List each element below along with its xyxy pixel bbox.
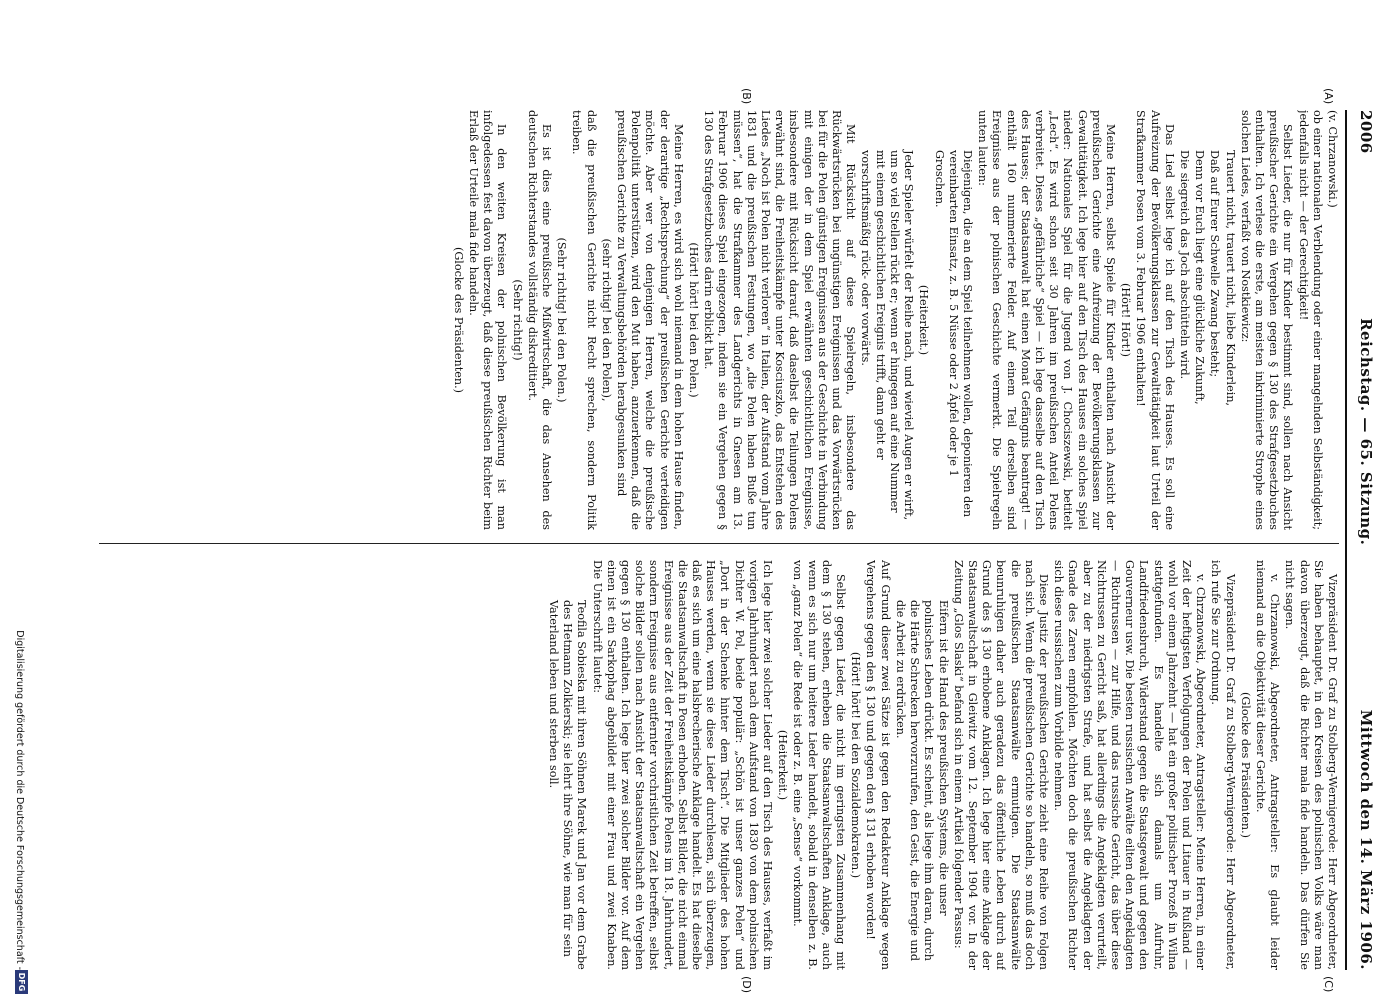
paragraph: Meine Herren, es wird sich wohl niemand in dem hohen Hause finden, der derartige „Rechtsprechung“ der preußischen Gerichte verteidigen möchte. Aber wer von denjenigen Herren, welche die preußische Polenpolitik unterstützen, wird den Mut haben, anzuerkennen, daß die preußischen Gerichte zu Verwaltungsbehörden herabgesunken sind [615, 110, 685, 530]
interjection: (Hört! Hört!) [1119, 283, 1133, 357]
interjection: (Heiterkeit.) [917, 284, 931, 356]
interjection: (Glocke des Präsidenten.) [1238, 691, 1252, 838]
paragraph: Vizepräsident Dr. Graf zu Stolberg-Wernigerode: Herr Abgeordneter, ich rufe Sie zur Ordnung. [1209, 560, 1237, 970]
paragraph: Mit Rücksicht auf diese Spielregeln, insbesondere das Rückwärtsrücken bei ungünstigen Ereignissen und das Vorwärtsrücken bei für die Polen günstigen Ereignissen aus der Geschichte in Verbindung mit einigen der in dem Spiel erwähnten geschichtlichen Ereignisse, insbesondere mit Rücksicht darauf, daß daselbst die Teilungen Polens erwähnt sind, die Freiheitskämpfe unter Kosciuszko, das Entstehen des Liedes „Noch ist Polen nicht verloren“ in Italien, der Aufstand vom Jahre 1831 und die preußischen Festungen, wo „die Polen haben Buße tun müssen“, hat die Strafkammer des Landgerichts in Gnesen am 13. Februar 1906 dieses Spiel eingezogen, indem sie ein Vergehen gegen § 130 des Strafgesetzbuches darin erblickt hat. [702, 110, 858, 530]
margin-mark-c: (C) [1322, 976, 1335, 993]
interjection: (Hört! hört! bei den Polen.) [687, 242, 701, 398]
session-title: Reichstag. — 65. Sitzung. [1357, 318, 1375, 546]
verse-line: Trauert nicht, trauert nicht, liebe Kinderlein, [1223, 150, 1237, 407]
dfg-logo: DFG [15, 970, 28, 994]
page-header [1349, 110, 1383, 970]
paragraph: Auf Grund dieser zwei Sätze ist gegen den Redakteur Anklage wegen Vergehens gegen den § 130 und gegen den § 131 erhoben worden! [864, 560, 892, 970]
paragraph: Selbst gegen Lieder, die nicht im geringsten Zusammenhang mit dem § 130 stehen, erheben die Staatsanwaltschaften Anklage, auch wenn es sich nur um heitere Lieder handelt, sobald in denselben z. B. von „ganz Polen“ die Rede ist oder z. B. eine „Sense“ vorkommt. [791, 560, 848, 970]
quoted-rule: Diejenigen, die an dem Spiel teilnehmen wollen, deponieren den vereinbarten Einsatz, z. B. 5 Nüsse oder 2 Äpfel oder je 1 Groschen. [932, 150, 974, 518]
verse-line: Daß auf Eurer Schwelle Zwang besteht; [1208, 150, 1222, 378]
interjection: (Sehr richtig!) [510, 279, 524, 361]
paragraph: (v. Chrzanowski.) [1326, 110, 1339, 208]
verse-line: Denn vor Euch liegt eine glückliche Zukunft, [1193, 150, 1207, 405]
paragraph: daß die preußischen Gerichte nicht Recht sprechen, sondern Politik treiben. [570, 110, 598, 530]
interjection: (Hört! hört! bei den Sozialdemokraten.) [849, 651, 863, 879]
digitization-credit: Digitalisierung gefördert durch die Deutsche Forschungsgemeinschaft - [14, 630, 25, 970]
interjection: (Glocke des Präsidenten.) [451, 246, 465, 393]
paragraph: Es ist dies eine preußische Mißwirtschaft, die das Ansehen des deutschen Richterstandes vollständig diskreditiert. [525, 110, 554, 530]
paragraph: Vizepräsident Dr. Graf zu Stolberg-Wernigerode: Herr Abgeordneter, Sie haben behauptet, in den Kreisen des polnischen Volks wäre man davon überzeugt, daß die Richter mala fide handeln. Das dürfen Sie nicht sagen. [1283, 560, 1339, 970]
paragraph: Ich lege hier zwei solcher Lieder auf den Tisch des Hauses, verfaßt im vorigen Jahrhundert nach dem Aufstand von 1830 von dem polnischen Dichter W. Pol, beide populär: „Schön ist unser ganzes Polen“ und „Dort in der Schenke hinter dem Tisch“. Die Mitglieder des hohen Hauses werden, wenn sie diese Lieder durchlesen, sich überzeugen, daß es sich um eine halsbrecherische Anklage handelt. Es hat dieselbe die Staatsanwaltschaft in Posen erhoben. Selbst Bilder, die nicht einmal Ereignisse aus der Zeit der Freiheitskämpfe Polens im 18. Jahrhundert, sondern Ereignisse aus entfernter vorchristlichen Zeit betreffen, selbst solche Bilder sollen nach Ansicht der Staatsanwaltschaft ein Vergehen gegen § 130 enthalten. Ich lege hier zwei solcher Bilder vor. Auf dem einen ist ein Sarkophag abgebildet mit einer Frau und zwei Knaben. Die Unterschrift lautet: [590, 560, 775, 970]
interjection: (sehr richtig! bei den Polen), [599, 238, 613, 402]
left-column [79, 110, 1339, 530]
paragraph: ob einer nationalen Verblendung oder einer mangelnden Selbständigkeit; jedenfalls nicht — der Gerechtigkeit! [1296, 110, 1324, 530]
paragraph: Selbst Lieder, die nur für Kinder bestimmt sind, sollen nach Ansicht preußischer Gerichte ein Vergehen gegen § 130 des Strafgesetzbuches enthalten. Ich verlese die erste, am meisten inkriminierte Strophe eines solchen Liedes, verfaßt von Nostkiewicz: [1238, 110, 1295, 530]
paragraph: v. Chrzanowski, Abgeordneter, Antragsteller: Meine Herren, in einer Zeit der heftigsten Verfolgungen der Polen und Litauer in Rußland — wohl vor einem Jahrzehnt — hat ein großer politischer Prozeß in Wilna stattgefunden. Es handelte sich damals um Aufruhr, Landfriedensbruch, Widerstand gegen die Staatsgewalt und gegen den Gouverneur usw. Die besten russischen Anwälte eilten den Angeklagten — Richtrussen — zur Hilfe, und das russische Gericht, das über diese Nichtrussen zu Gericht saß, hat allerdings die Angeklagten verurteilt, aber zu der niedrigsten Strafe, und hat selbst die Angeklagten der Gnade des Zaren empfohlen. Möchten doch die preußischen Richter sich diese russischen zum Vorbilde nehmen. [1052, 560, 1208, 970]
paragraph: In den weiten Kreisen der polnischen Bevölkerung ist man infolgedessen fest davon überzeugt, daß diese preußischen Richter beim Erlaß der Urteile mala fide handeln. [467, 110, 509, 530]
header-rule [1345, 110, 1347, 970]
quoted-caption: Teofila Sobieska mit ihren Söhnen Marek und Jan vor dem Grabe des Hetmann Zolkierski; sie lehrt ihre Söhne, wie man für sein Vaterland leben und sterben soll. [547, 600, 589, 970]
right-column [79, 560, 1339, 970]
margin-mark-a: (A) [1322, 88, 1335, 105]
paragraph: Meine Herren, selbst Spiele für Kinder enthalten nach Ansicht der preußischen Gerichte eine Aufreizung der Bevölkerungsklassen zur Gewalttätigkeit. Ich lege hier auf den Tisch des Hauses ein solches Spiel nieder: Nationales Spiel für die Jugend von J. Chociszewski, betitelt „Lech“. Es wird schon seit 30 Jahren im preußischen Anteil Polens verbreitet. Dieses „gefährliche“ Spiel — ich lege dasselbe auf den Tisch des Hauses; der Staatsanwalt hat einen Monat Gefängnis beantragt! — enthält 160 nummerierte Felder. Auf einem Teil derselben sind Ereignisse aus der polnischen Geschichte vermerkt. Die Spielregeln unten lauten: [976, 110, 1117, 530]
page-number: 2006 [1357, 110, 1375, 154]
paragraph: Diese Justiz der preußischen Gerichte zieht eine Reihe von Folgen nach sich. Wenn die preußischen Gerichte so handeln, so muß das doch die preußischen Staatsanwälte ermutigen. Die Staatsanwälte beunruhigen daher auch geradezu das öffentliche Leben durch auf Grund des § 130 erhobene Anklagen. Ich lege hier eine Anklage der Staatsanwaltschaft in Gleiwitz vom 12. September 1904 vor. In der Zeitung „Glos Slaski“ befand sich in einem Artikel folgender Passus: [951, 560, 1050, 970]
column-divider [99, 543, 1339, 544]
verse-line: Die siegreich das Joch abschütteln wird. [1177, 150, 1191, 380]
quoted-rule: Jeder Spieler würfelt der Reihe nach, und wieviel Augen er wirft, um so viel Stellen rückt er; wenn er hingegen auf eine Nummer mit einem geschichtlichen Ereignis trifft, dann geht er vorschriftsmäßig rück- oder vorwärts. [859, 150, 916, 521]
paragraph: Das Lied selbst lege ich auf den Tisch des Hauses. Es soll eine Aufreizung der Bevölkerungsklassen zur Gewalttätigkeit laut Urteil der Strafkammer Posen vom 3. Februar 1906 enthalten! [1134, 110, 1176, 530]
quoted-passage: Eifern ist die Hand des preußischen Systems, die unser polnisches Leben drückt. Es scheint, als liege ihm daran, durch die Härte Schrecken hervorzurufen, den Geist, die Energie und die Arbeit zu erdrücken. [893, 600, 950, 961]
paragraph: v. Chrzanowski, Abgeordneter, Antragsteller: Es glaubt leider niemand an die Objektivität dieser Gerichte. [1253, 560, 1282, 970]
interjection: (Sehr richtig! bei den Polen.) [555, 237, 569, 403]
margin-mark-b: (B) [740, 88, 753, 105]
interjection: (Heiterkeit.) [776, 729, 790, 801]
session-date: Mittwoch den 14. März 1906. [1357, 709, 1375, 970]
margin-mark-d: (D) [740, 976, 753, 994]
